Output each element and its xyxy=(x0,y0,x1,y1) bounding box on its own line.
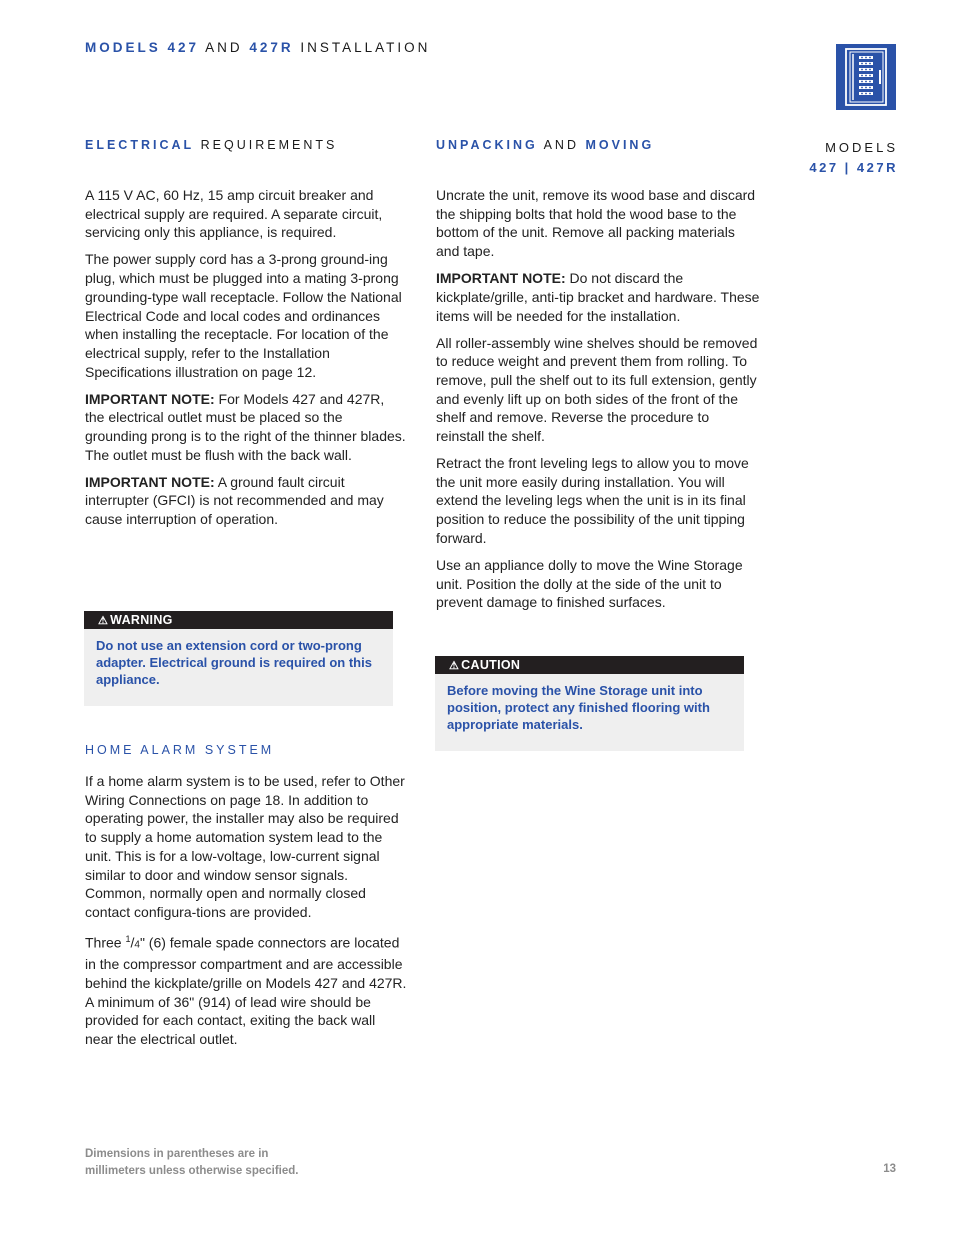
side-models-word: MODELS xyxy=(825,140,898,155)
caution-triangle-icon: ⚠ xyxy=(449,660,460,672)
home-alarm-heading: HOME ALARM SYSTEM xyxy=(85,743,275,757)
important-note-text: A ground fault circuit interrupter (GFCI) is not recommended and may cause interruption of operation. xyxy=(85,473,384,528)
unpacking-paragraph: Use an appliance dolly to move the Wine Storage unit. Position the dolly at the side of the unit to prevent damage to finished surfaces. xyxy=(436,556,743,611)
important-note-label: IMPORTANT NOTE: xyxy=(85,473,215,490)
wine-storage-unit-icon xyxy=(836,44,896,110)
alarm-p2-rest: " (6) female spade connectors are located in the compressor compartment and are accessible behind the kickplate/grille on Models 427 and 427R. A minimum of 36" (914) of lead wire should be provided for each contact, exiting the back wall near the electrical outlet. xyxy=(85,934,407,1048)
footer-note-line: millimeters unless otherwise specified. xyxy=(85,1165,299,1177)
side-models-label xyxy=(809,138,898,178)
side-model-numbers: 427 | 427R xyxy=(809,160,898,175)
caution-label: CAUTION xyxy=(461,658,521,672)
alarm-paragraph: Three $^1$/4" (6) female spade connectors are located in the compressor compartment and are accessible behind the kickplate/grille on Models 427 and 427R. A minimum of 36" (914) of lead wire should be provided for each contact, exiting the back wall near the electrical outlet. xyxy=(85,933,407,1048)
unpacking-note-paragraph xyxy=(436,269,760,325)
electrical-note-paragraph xyxy=(85,473,407,529)
warning-text: Do not use an extension cord or two-prong adapter. Electrical ground is required on this appliance. xyxy=(96,638,372,687)
warning-label: WARNING xyxy=(110,613,173,627)
unpacking-heading xyxy=(436,138,654,152)
important-note-label: IMPORTANT NOTE: xyxy=(85,390,215,407)
important-note-text: For Models 427 and 427R, the electrical outlet must be placed so the grounding prong is to the right of the thinner blades. The outlet must be flush with the back wall. xyxy=(85,390,406,463)
caution-box xyxy=(435,656,744,751)
alarm-paragraph: If a home alarm system is to be used, refer to Other Wiring Connections on page 18. In addition to operating power, the installer may also be required to supply a home automation system lead to the unit. This is for a low-voltage, low-current signal similar to door and window sensor signals. Common, normally open and normally closed contact configura-tions are provided. xyxy=(85,773,405,920)
footer-dimensions-note xyxy=(85,1146,298,1180)
unpacking-paragraph: Uncrate the unit, remove its wood base and discard the shipping bolts that hold the wood base to the bottom of the unit. Remove all packing materials and tape. xyxy=(436,187,756,260)
electrical-heading-rest: REQUIREMENTS xyxy=(200,138,338,152)
unpacking-heading-and: AND xyxy=(543,138,579,152)
fraction-numerator: 1 xyxy=(125,933,131,944)
page-header-title xyxy=(85,40,430,55)
caution-text: Before moving the Wine Storage unit into position, protect any finished flooring with appropriate materials. xyxy=(447,683,710,732)
alarm-p2-start: Three xyxy=(85,934,122,951)
electrical-heading-bold: ELECTRICAL xyxy=(85,138,195,152)
warning-box xyxy=(84,611,393,706)
important-note-label: IMPORTANT NOTE: xyxy=(436,270,566,287)
unpacking-body xyxy=(436,186,760,620)
electrical-paragraph: A 115 V AC, 60 Hz, 15 amp circuit breaker and electrical supply are required. A separate circuit, servicing only this appliance, is required. xyxy=(85,187,383,241)
unpacking-paragraph: Retract the front leveling legs to allow you to move the unit more easily during installation. You will extend the leveling legs when the unit is in its final position to reduce the possibility of the unit tipping forward. xyxy=(436,455,749,546)
electrical-paragraph: The power supply cord has a 3-prong ground-ing plug, which must be plugged into a mating 3-prong grounding-type wall receptacle. Follow the National Electrical Code and local codes and ordinances when installing the receptacle. For location of the electrical supply, refer to the Installation Specifications illustration on page 12. xyxy=(85,251,402,380)
fraction-denominator: 4 xyxy=(134,939,140,951)
unpacking-heading-bold: UNPACKING xyxy=(436,138,538,152)
moving-heading-bold: MOVING xyxy=(585,138,655,152)
header-and-word: AND xyxy=(205,40,243,55)
page-number: 13 xyxy=(883,1163,896,1175)
warning-triangle-icon: ⚠ xyxy=(98,615,109,627)
caution-bar xyxy=(435,656,744,674)
important-note-text: Do not discard the kickplate/grille, anti-tip bracket and hardware. These items will be needed for the installation. xyxy=(436,270,760,324)
unpacking-paragraph: All roller-assembly wine shelves should be removed to reduce weight and prevent them from rolling. To remove, pull the shelf out to its full extension, gently and evenly lift up on both sides of the front of the shelf and remove. Reverse the procedure to reinstall the shelf. xyxy=(436,334,758,445)
header-models-word: MODELS xyxy=(85,40,161,55)
alarm-body xyxy=(85,772,407,1057)
header-installation-word: INSTALLATION xyxy=(300,40,431,55)
electrical-note-paragraph xyxy=(85,390,407,465)
electrical-body xyxy=(85,186,407,537)
electrical-heading xyxy=(85,138,337,152)
header-model-a: 427 xyxy=(167,40,200,55)
header-model-b: 427R xyxy=(249,40,294,55)
footer-note-line: Dimensions in parentheses are in xyxy=(85,1148,269,1160)
warning-bar xyxy=(84,611,393,629)
